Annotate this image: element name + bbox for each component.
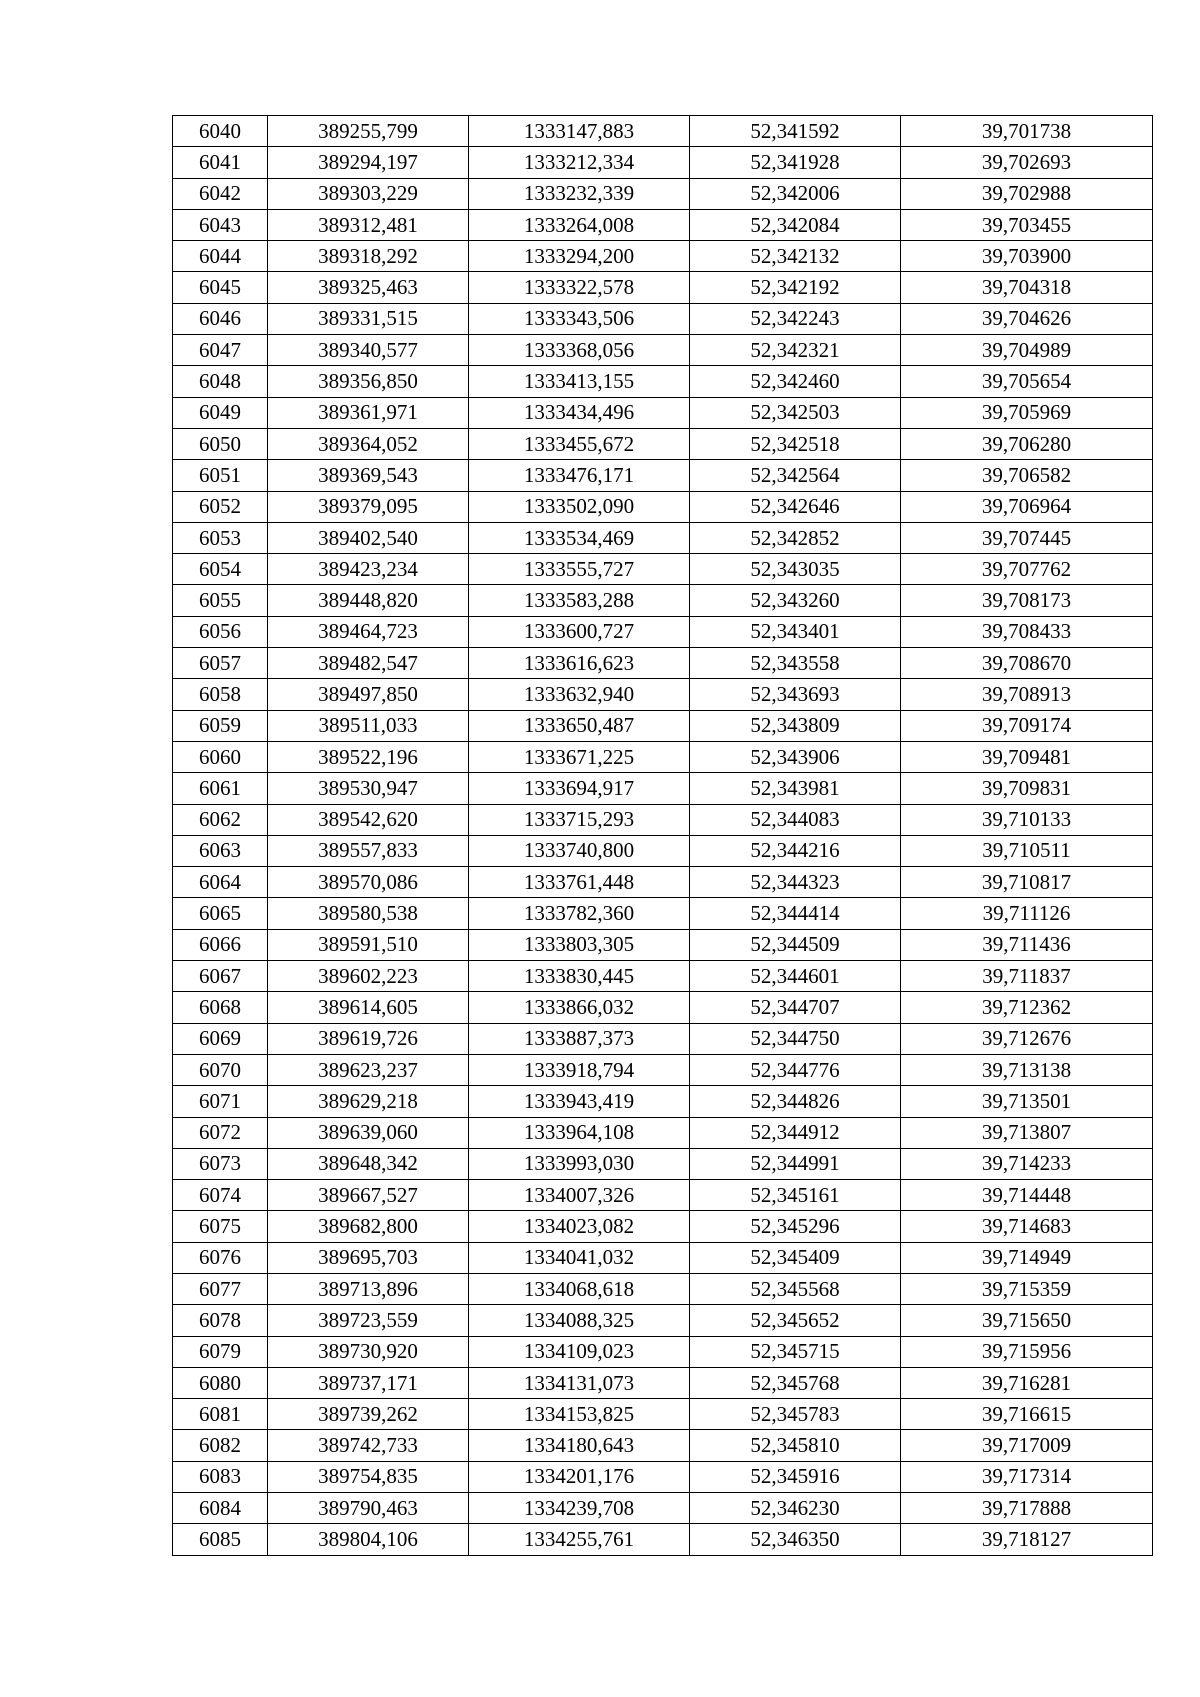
y-coordinate-cell: 1333555,727	[469, 554, 690, 585]
point-number-cell: 6064	[173, 867, 268, 898]
longitude-cell: 39,708173	[901, 585, 1153, 616]
table-row	[173, 1211, 1153, 1242]
latitude-cell: 52,343260	[690, 585, 901, 616]
point-number-cell: 6052	[173, 491, 268, 522]
y-coordinate-cell: 1334239,708	[469, 1493, 690, 1524]
y-coordinate-cell: 1333583,288	[469, 585, 690, 616]
latitude-cell: 52,344601	[690, 961, 901, 992]
table-row	[173, 1461, 1153, 1492]
table-row	[173, 272, 1153, 303]
y-coordinate-cell: 1333322,578	[469, 272, 690, 303]
table-row	[173, 460, 1153, 491]
latitude-cell: 52,342132	[690, 241, 901, 272]
x-coordinate-cell: 389294,197	[268, 147, 469, 178]
point-number-cell: 6078	[173, 1305, 268, 1336]
point-number-cell: 6042	[173, 178, 268, 209]
longitude-cell: 39,708433	[901, 616, 1153, 647]
latitude-cell: 52,344991	[690, 1148, 901, 1179]
table-row	[173, 303, 1153, 334]
table-row	[173, 1367, 1153, 1398]
y-coordinate-cell: 1333600,727	[469, 616, 690, 647]
point-number-cell: 6057	[173, 648, 268, 679]
table-row	[173, 428, 1153, 459]
point-number-cell: 6045	[173, 272, 268, 303]
x-coordinate-cell: 389356,850	[268, 366, 469, 397]
x-coordinate-cell: 389361,971	[268, 397, 469, 428]
longitude-cell: 39,714949	[901, 1242, 1153, 1273]
latitude-cell: 52,345715	[690, 1336, 901, 1367]
latitude-cell: 52,344707	[690, 992, 901, 1023]
y-coordinate-cell: 1333434,496	[469, 397, 690, 428]
y-coordinate-cell: 1333964,108	[469, 1117, 690, 1148]
latitude-cell: 52,342460	[690, 366, 901, 397]
table-row	[173, 366, 1153, 397]
point-number-cell: 6062	[173, 804, 268, 835]
x-coordinate-cell: 389591,510	[268, 929, 469, 960]
longitude-cell: 39,718127	[901, 1524, 1153, 1555]
point-number-cell: 6048	[173, 366, 268, 397]
point-number-cell: 6066	[173, 929, 268, 960]
point-number-cell: 6073	[173, 1148, 268, 1179]
table-row	[173, 1430, 1153, 1461]
x-coordinate-cell: 389522,196	[268, 741, 469, 772]
latitude-cell: 52,345652	[690, 1305, 901, 1336]
y-coordinate-cell: 1333368,056	[469, 335, 690, 366]
y-coordinate-cell: 1333650,487	[469, 710, 690, 741]
latitude-cell: 52,344826	[690, 1086, 901, 1117]
point-number-cell: 6069	[173, 1023, 268, 1054]
y-coordinate-cell: 1333534,469	[469, 522, 690, 553]
longitude-cell: 39,707445	[901, 522, 1153, 553]
x-coordinate-cell: 389629,218	[268, 1086, 469, 1117]
x-coordinate-cell: 389369,543	[268, 460, 469, 491]
table-row	[173, 491, 1153, 522]
point-number-cell: 6065	[173, 898, 268, 929]
x-coordinate-cell: 389318,292	[268, 241, 469, 272]
longitude-cell: 39,712362	[901, 992, 1153, 1023]
longitude-cell: 39,712676	[901, 1023, 1153, 1054]
x-coordinate-cell: 389754,835	[268, 1461, 469, 1492]
table-row	[173, 1180, 1153, 1211]
point-number-cell: 6072	[173, 1117, 268, 1148]
table-row	[173, 867, 1153, 898]
y-coordinate-cell: 1333294,200	[469, 241, 690, 272]
point-number-cell: 6063	[173, 835, 268, 866]
y-coordinate-cell: 1334007,326	[469, 1180, 690, 1211]
table-row	[173, 1023, 1153, 1054]
longitude-cell: 39,715956	[901, 1336, 1153, 1367]
point-number-cell: 6071	[173, 1086, 268, 1117]
point-number-cell: 6081	[173, 1399, 268, 1430]
x-coordinate-cell: 389619,726	[268, 1023, 469, 1054]
x-coordinate-cell: 389614,605	[268, 992, 469, 1023]
y-coordinate-cell: 1333993,030	[469, 1148, 690, 1179]
latitude-cell: 52,344414	[690, 898, 901, 929]
latitude-cell: 52,341928	[690, 147, 901, 178]
longitude-cell: 39,713138	[901, 1054, 1153, 1085]
latitude-cell: 52,342192	[690, 272, 901, 303]
x-coordinate-cell: 389303,229	[268, 178, 469, 209]
latitude-cell: 52,342084	[690, 209, 901, 240]
x-coordinate-cell: 389497,850	[268, 679, 469, 710]
point-number-cell: 6055	[173, 585, 268, 616]
x-coordinate-cell: 389331,515	[268, 303, 469, 334]
table-row	[173, 241, 1153, 272]
x-coordinate-cell: 389325,463	[268, 272, 469, 303]
y-coordinate-cell: 1333887,373	[469, 1023, 690, 1054]
y-coordinate-cell: 1334088,325	[469, 1305, 690, 1336]
longitude-cell: 39,713501	[901, 1086, 1153, 1117]
x-coordinate-cell: 389790,463	[268, 1493, 469, 1524]
x-coordinate-cell: 389723,559	[268, 1305, 469, 1336]
x-coordinate-cell: 389511,033	[268, 710, 469, 741]
point-number-cell: 6047	[173, 335, 268, 366]
longitude-cell: 39,704989	[901, 335, 1153, 366]
x-coordinate-cell: 389602,223	[268, 961, 469, 992]
longitude-cell: 39,710817	[901, 867, 1153, 898]
longitude-cell: 39,708913	[901, 679, 1153, 710]
latitude-cell: 52,342006	[690, 178, 901, 209]
point-number-cell: 6058	[173, 679, 268, 710]
longitude-cell: 39,714683	[901, 1211, 1153, 1242]
table-row	[173, 710, 1153, 741]
longitude-cell: 39,708670	[901, 648, 1153, 679]
latitude-cell: 52,342852	[690, 522, 901, 553]
table-row	[173, 1054, 1153, 1085]
table-row	[173, 835, 1153, 866]
y-coordinate-cell: 1333803,305	[469, 929, 690, 960]
table-row	[173, 1148, 1153, 1179]
latitude-cell: 52,342518	[690, 428, 901, 459]
table-row	[173, 522, 1153, 553]
longitude-cell: 39,717009	[901, 1430, 1153, 1461]
point-number-cell: 6077	[173, 1273, 268, 1304]
table-row	[173, 1086, 1153, 1117]
table-row	[173, 1493, 1153, 1524]
y-coordinate-cell: 1334201,176	[469, 1461, 690, 1492]
table-row	[173, 178, 1153, 209]
point-number-cell: 6067	[173, 961, 268, 992]
latitude-cell: 52,345783	[690, 1399, 901, 1430]
coordinates-table-body	[173, 116, 1153, 1556]
table-row	[173, 116, 1153, 147]
y-coordinate-cell: 1333761,448	[469, 867, 690, 898]
longitude-cell: 39,703900	[901, 241, 1153, 272]
y-coordinate-cell: 1333918,794	[469, 1054, 690, 1085]
x-coordinate-cell: 389639,060	[268, 1117, 469, 1148]
y-coordinate-cell: 1333616,623	[469, 648, 690, 679]
x-coordinate-cell: 389312,481	[268, 209, 469, 240]
x-coordinate-cell: 389580,538	[268, 898, 469, 929]
latitude-cell: 52,343693	[690, 679, 901, 710]
table-row	[173, 804, 1153, 835]
longitude-cell: 39,704318	[901, 272, 1153, 303]
table-row	[173, 648, 1153, 679]
latitude-cell: 52,344083	[690, 804, 901, 835]
x-coordinate-cell: 389730,920	[268, 1336, 469, 1367]
latitude-cell: 52,346350	[690, 1524, 901, 1555]
point-number-cell: 6041	[173, 147, 268, 178]
latitude-cell: 52,346230	[690, 1493, 901, 1524]
longitude-cell: 39,706964	[901, 491, 1153, 522]
table-row	[173, 773, 1153, 804]
point-number-cell: 6060	[173, 741, 268, 772]
latitude-cell: 52,345768	[690, 1367, 901, 1398]
x-coordinate-cell: 389682,800	[268, 1211, 469, 1242]
x-coordinate-cell: 389742,733	[268, 1430, 469, 1461]
point-number-cell: 6074	[173, 1180, 268, 1211]
longitude-cell: 39,716281	[901, 1367, 1153, 1398]
y-coordinate-cell: 1333782,360	[469, 898, 690, 929]
table-row	[173, 1524, 1153, 1555]
longitude-cell: 39,702988	[901, 178, 1153, 209]
longitude-cell: 39,707762	[901, 554, 1153, 585]
x-coordinate-cell: 389648,342	[268, 1148, 469, 1179]
latitude-cell: 52,343906	[690, 741, 901, 772]
x-coordinate-cell: 389695,703	[268, 1242, 469, 1273]
table-row	[173, 397, 1153, 428]
table-row	[173, 147, 1153, 178]
latitude-cell: 52,341592	[690, 116, 901, 147]
longitude-cell: 39,711837	[901, 961, 1153, 992]
longitude-cell: 39,706582	[901, 460, 1153, 491]
longitude-cell: 39,702693	[901, 147, 1153, 178]
x-coordinate-cell: 389255,799	[268, 116, 469, 147]
table-row	[173, 209, 1153, 240]
point-number-cell: 6044	[173, 241, 268, 272]
longitude-cell: 39,717314	[901, 1461, 1153, 1492]
table-row	[173, 1305, 1153, 1336]
y-coordinate-cell: 1334023,082	[469, 1211, 690, 1242]
y-coordinate-cell: 1333943,419	[469, 1086, 690, 1117]
latitude-cell: 52,344216	[690, 835, 901, 866]
latitude-cell: 52,344776	[690, 1054, 901, 1085]
point-number-cell: 6061	[173, 773, 268, 804]
longitude-cell: 39,706280	[901, 428, 1153, 459]
table-row	[173, 1399, 1153, 1430]
longitude-cell: 39,701738	[901, 116, 1153, 147]
x-coordinate-cell: 389737,171	[268, 1367, 469, 1398]
y-coordinate-cell: 1333413,155	[469, 366, 690, 397]
y-coordinate-cell: 1333671,225	[469, 741, 690, 772]
point-number-cell: 6054	[173, 554, 268, 585]
point-number-cell: 6084	[173, 1493, 268, 1524]
longitude-cell: 39,705654	[901, 366, 1153, 397]
y-coordinate-cell: 1333694,917	[469, 773, 690, 804]
longitude-cell: 39,704626	[901, 303, 1153, 334]
point-number-cell: 6051	[173, 460, 268, 491]
longitude-cell: 39,711436	[901, 929, 1153, 960]
y-coordinate-cell: 1333715,293	[469, 804, 690, 835]
y-coordinate-cell: 1333502,090	[469, 491, 690, 522]
y-coordinate-cell: 1333232,339	[469, 178, 690, 209]
latitude-cell: 52,344750	[690, 1023, 901, 1054]
table-row	[173, 1117, 1153, 1148]
latitude-cell: 52,342564	[690, 460, 901, 491]
x-coordinate-cell: 389482,547	[268, 648, 469, 679]
longitude-cell: 39,717888	[901, 1493, 1153, 1524]
y-coordinate-cell: 1334131,073	[469, 1367, 690, 1398]
point-number-cell: 6043	[173, 209, 268, 240]
x-coordinate-cell: 389448,820	[268, 585, 469, 616]
x-coordinate-cell: 389570,086	[268, 867, 469, 898]
point-number-cell: 6056	[173, 616, 268, 647]
point-number-cell: 6076	[173, 1242, 268, 1273]
y-coordinate-cell: 1334109,023	[469, 1336, 690, 1367]
y-coordinate-cell: 1333212,334	[469, 147, 690, 178]
longitude-cell: 39,714233	[901, 1148, 1153, 1179]
longitude-cell: 39,710133	[901, 804, 1153, 835]
longitude-cell: 39,711126	[901, 898, 1153, 929]
longitude-cell: 39,705969	[901, 397, 1153, 428]
table-row	[173, 741, 1153, 772]
y-coordinate-cell: 1334180,643	[469, 1430, 690, 1461]
longitude-cell: 39,709831	[901, 773, 1153, 804]
table-row	[173, 679, 1153, 710]
x-coordinate-cell: 389464,723	[268, 616, 469, 647]
latitude-cell: 52,345409	[690, 1242, 901, 1273]
x-coordinate-cell: 389713,896	[268, 1273, 469, 1304]
latitude-cell: 52,343558	[690, 648, 901, 679]
longitude-cell: 39,713807	[901, 1117, 1153, 1148]
longitude-cell: 39,703455	[901, 209, 1153, 240]
x-coordinate-cell: 389804,106	[268, 1524, 469, 1555]
table-row	[173, 992, 1153, 1023]
latitude-cell: 52,342646	[690, 491, 901, 522]
latitude-cell: 52,343981	[690, 773, 901, 804]
y-coordinate-cell: 1334068,618	[469, 1273, 690, 1304]
table-row	[173, 585, 1153, 616]
point-number-cell: 6050	[173, 428, 268, 459]
x-coordinate-cell: 389623,237	[268, 1054, 469, 1085]
longitude-cell: 39,709481	[901, 741, 1153, 772]
x-coordinate-cell: 389542,620	[268, 804, 469, 835]
y-coordinate-cell: 1333830,445	[469, 961, 690, 992]
x-coordinate-cell: 389423,234	[268, 554, 469, 585]
longitude-cell: 39,716615	[901, 1399, 1153, 1430]
point-number-cell: 6040	[173, 116, 268, 147]
latitude-cell: 52,343035	[690, 554, 901, 585]
latitude-cell: 52,345296	[690, 1211, 901, 1242]
point-number-cell: 6079	[173, 1336, 268, 1367]
y-coordinate-cell: 1333455,672	[469, 428, 690, 459]
point-number-cell: 6080	[173, 1367, 268, 1398]
latitude-cell: 52,342321	[690, 335, 901, 366]
latitude-cell: 52,344323	[690, 867, 901, 898]
y-coordinate-cell: 1333740,800	[469, 835, 690, 866]
point-number-cell: 6070	[173, 1054, 268, 1085]
table-row	[173, 335, 1153, 366]
latitude-cell: 52,345161	[690, 1180, 901, 1211]
x-coordinate-cell: 389557,833	[268, 835, 469, 866]
longitude-cell: 39,715359	[901, 1273, 1153, 1304]
point-number-cell: 6046	[173, 303, 268, 334]
x-coordinate-cell: 389340,577	[268, 335, 469, 366]
table-row	[173, 554, 1153, 585]
latitude-cell: 52,343401	[690, 616, 901, 647]
x-coordinate-cell: 389402,540	[268, 522, 469, 553]
latitude-cell: 52,344509	[690, 929, 901, 960]
latitude-cell: 52,345810	[690, 1430, 901, 1461]
y-coordinate-cell: 1333264,008	[469, 209, 690, 240]
y-coordinate-cell: 1334255,761	[469, 1524, 690, 1555]
y-coordinate-cell: 1333147,883	[469, 116, 690, 147]
y-coordinate-cell: 1333343,506	[469, 303, 690, 334]
latitude-cell: 52,344912	[690, 1117, 901, 1148]
latitude-cell: 52,342243	[690, 303, 901, 334]
x-coordinate-cell: 389739,262	[268, 1399, 469, 1430]
longitude-cell: 39,715650	[901, 1305, 1153, 1336]
point-number-cell: 6049	[173, 397, 268, 428]
table-row	[173, 1273, 1153, 1304]
latitude-cell: 52,345568	[690, 1273, 901, 1304]
x-coordinate-cell: 389667,527	[268, 1180, 469, 1211]
longitude-cell: 39,710511	[901, 835, 1153, 866]
y-coordinate-cell: 1333632,940	[469, 679, 690, 710]
y-coordinate-cell: 1333866,032	[469, 992, 690, 1023]
table-row	[173, 898, 1153, 929]
point-number-cell: 6059	[173, 710, 268, 741]
coordinates-table	[172, 115, 1153, 1556]
point-number-cell: 6068	[173, 992, 268, 1023]
table-row	[173, 929, 1153, 960]
table-row	[173, 616, 1153, 647]
y-coordinate-cell: 1334153,825	[469, 1399, 690, 1430]
point-number-cell: 6082	[173, 1430, 268, 1461]
latitude-cell: 52,343809	[690, 710, 901, 741]
point-number-cell: 6075	[173, 1211, 268, 1242]
longitude-cell: 39,714448	[901, 1180, 1153, 1211]
y-coordinate-cell: 1334041,032	[469, 1242, 690, 1273]
y-coordinate-cell: 1333476,171	[469, 460, 690, 491]
latitude-cell: 52,342503	[690, 397, 901, 428]
point-number-cell: 6085	[173, 1524, 268, 1555]
point-number-cell: 6053	[173, 522, 268, 553]
table-row	[173, 1242, 1153, 1273]
longitude-cell: 39,709174	[901, 710, 1153, 741]
latitude-cell: 52,345916	[690, 1461, 901, 1492]
x-coordinate-cell: 389379,095	[268, 491, 469, 522]
table-row	[173, 1336, 1153, 1367]
x-coordinate-cell: 389530,947	[268, 773, 469, 804]
x-coordinate-cell: 389364,052	[268, 428, 469, 459]
point-number-cell: 6083	[173, 1461, 268, 1492]
table-row	[173, 961, 1153, 992]
